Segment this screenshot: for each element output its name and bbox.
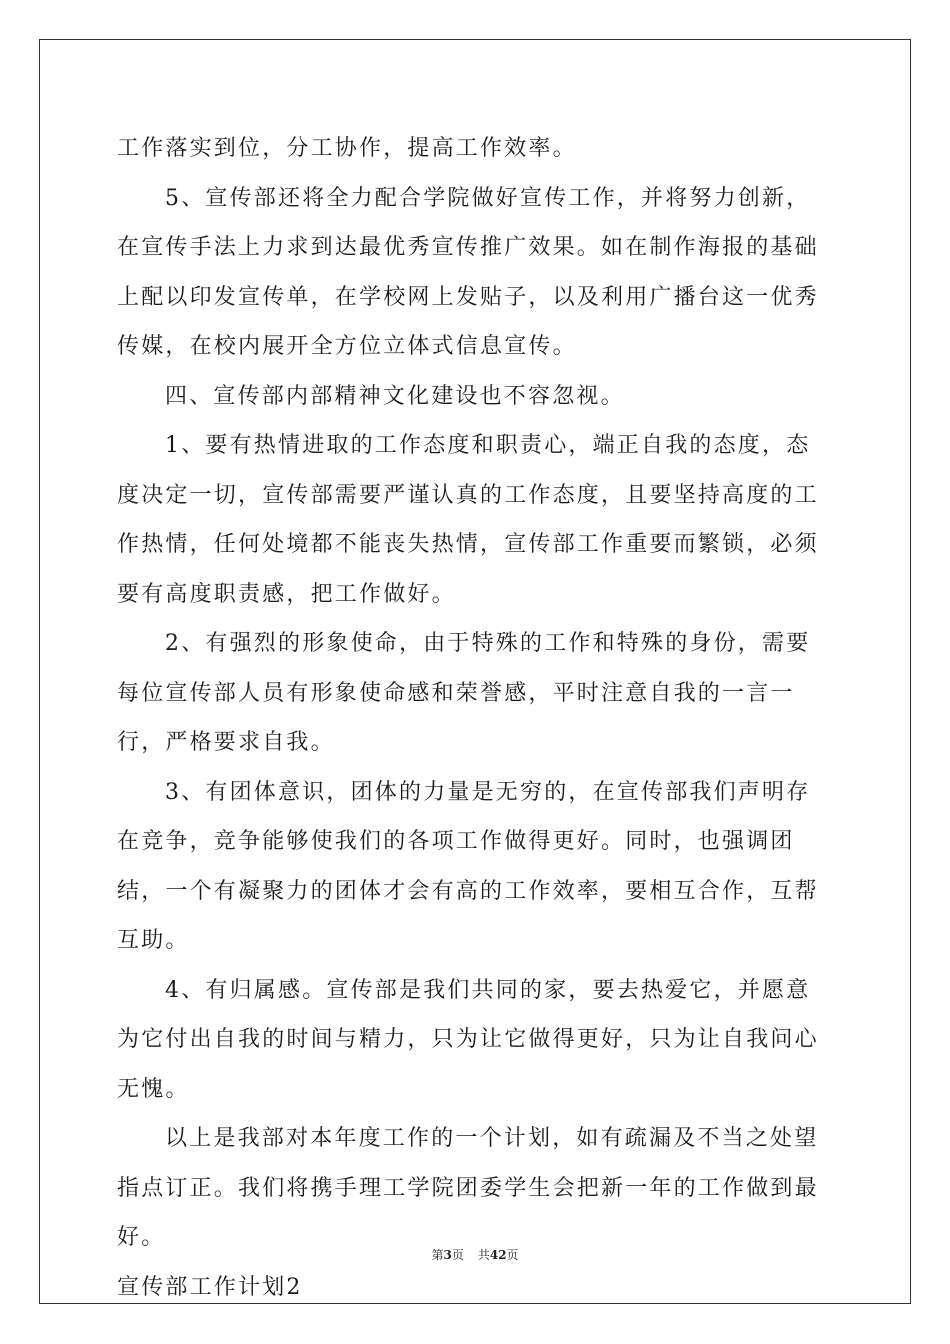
paragraph-8: 以上是我部对本年度工作的一个计划，如有疏漏及不当之处望指点订正。我们将携手理工学院团委学生会把新一年的工作做到最好。 [117, 1126, 819, 1250]
total-prefix: 共 [477, 1248, 490, 1262]
paragraph-2: 5、宣传部还将全力配合学院做好宣传工作，并将努力创新，在宣传手法上力求到达最优秀宣传推广效果。如在制作海报的基础上配以印发宣传单，在学校网上发贴子，以及利用广播台这一优秀传媒，在校内展开全方位立体式信息宣传。 [117, 185, 819, 359]
total-suffix: 页 [506, 1248, 519, 1262]
paragraph-5: 2、有强烈的形象使命，由于特殊的工作和特殊的身份，需要每位宣传部人员有形象使命感和荣誉感，平时注意自我的一言一行，严格要求自我。 [117, 631, 811, 755]
paragraph-3: 四、宣传部内部精神文化建设也不容忽视。 [165, 383, 625, 409]
document-body [117, 124, 833, 1312]
page-suffix: 页 [451, 1248, 464, 1262]
paragraph-6: 3、有团体意识，团体的力量是无穷的，在宣传部我们声明存在竞争，竞争能够使我们的各项工作做得更好。同时，也强调团结，一个有凝聚力的团体才会有高的工作效率，要相互合作，互帮互助。 [117, 779, 819, 953]
page-total: 42 [489, 1248, 507, 1262]
page-prefix: 第 [431, 1248, 444, 1262]
paragraph-7: 4、有归属感。宣传部是我们共同的家，要去热爱它，并愿意为它付出自我的时间与精力，只为让它做得更好，只为让自我问心无愧。 [117, 977, 819, 1102]
page-footer [0, 1246, 950, 1263]
page-current: 3 [443, 1248, 452, 1262]
paragraph-4: 1、要有热情进取的工作态度和职责心，端正自我的态度，态度决定一切，宣传部需要严谨认真的工作态度，且要坚持高度的工作热情，任何处境都不能丧失热情，宣传部工作重要而繁锁，必须要有高度职责感，把工作做好。 [117, 433, 819, 607]
section-title: 宣传部工作计划2 [117, 1274, 303, 1300]
paragraph-1: 工作落实到位，分工协作，提高工作效率。 [117, 136, 577, 161]
